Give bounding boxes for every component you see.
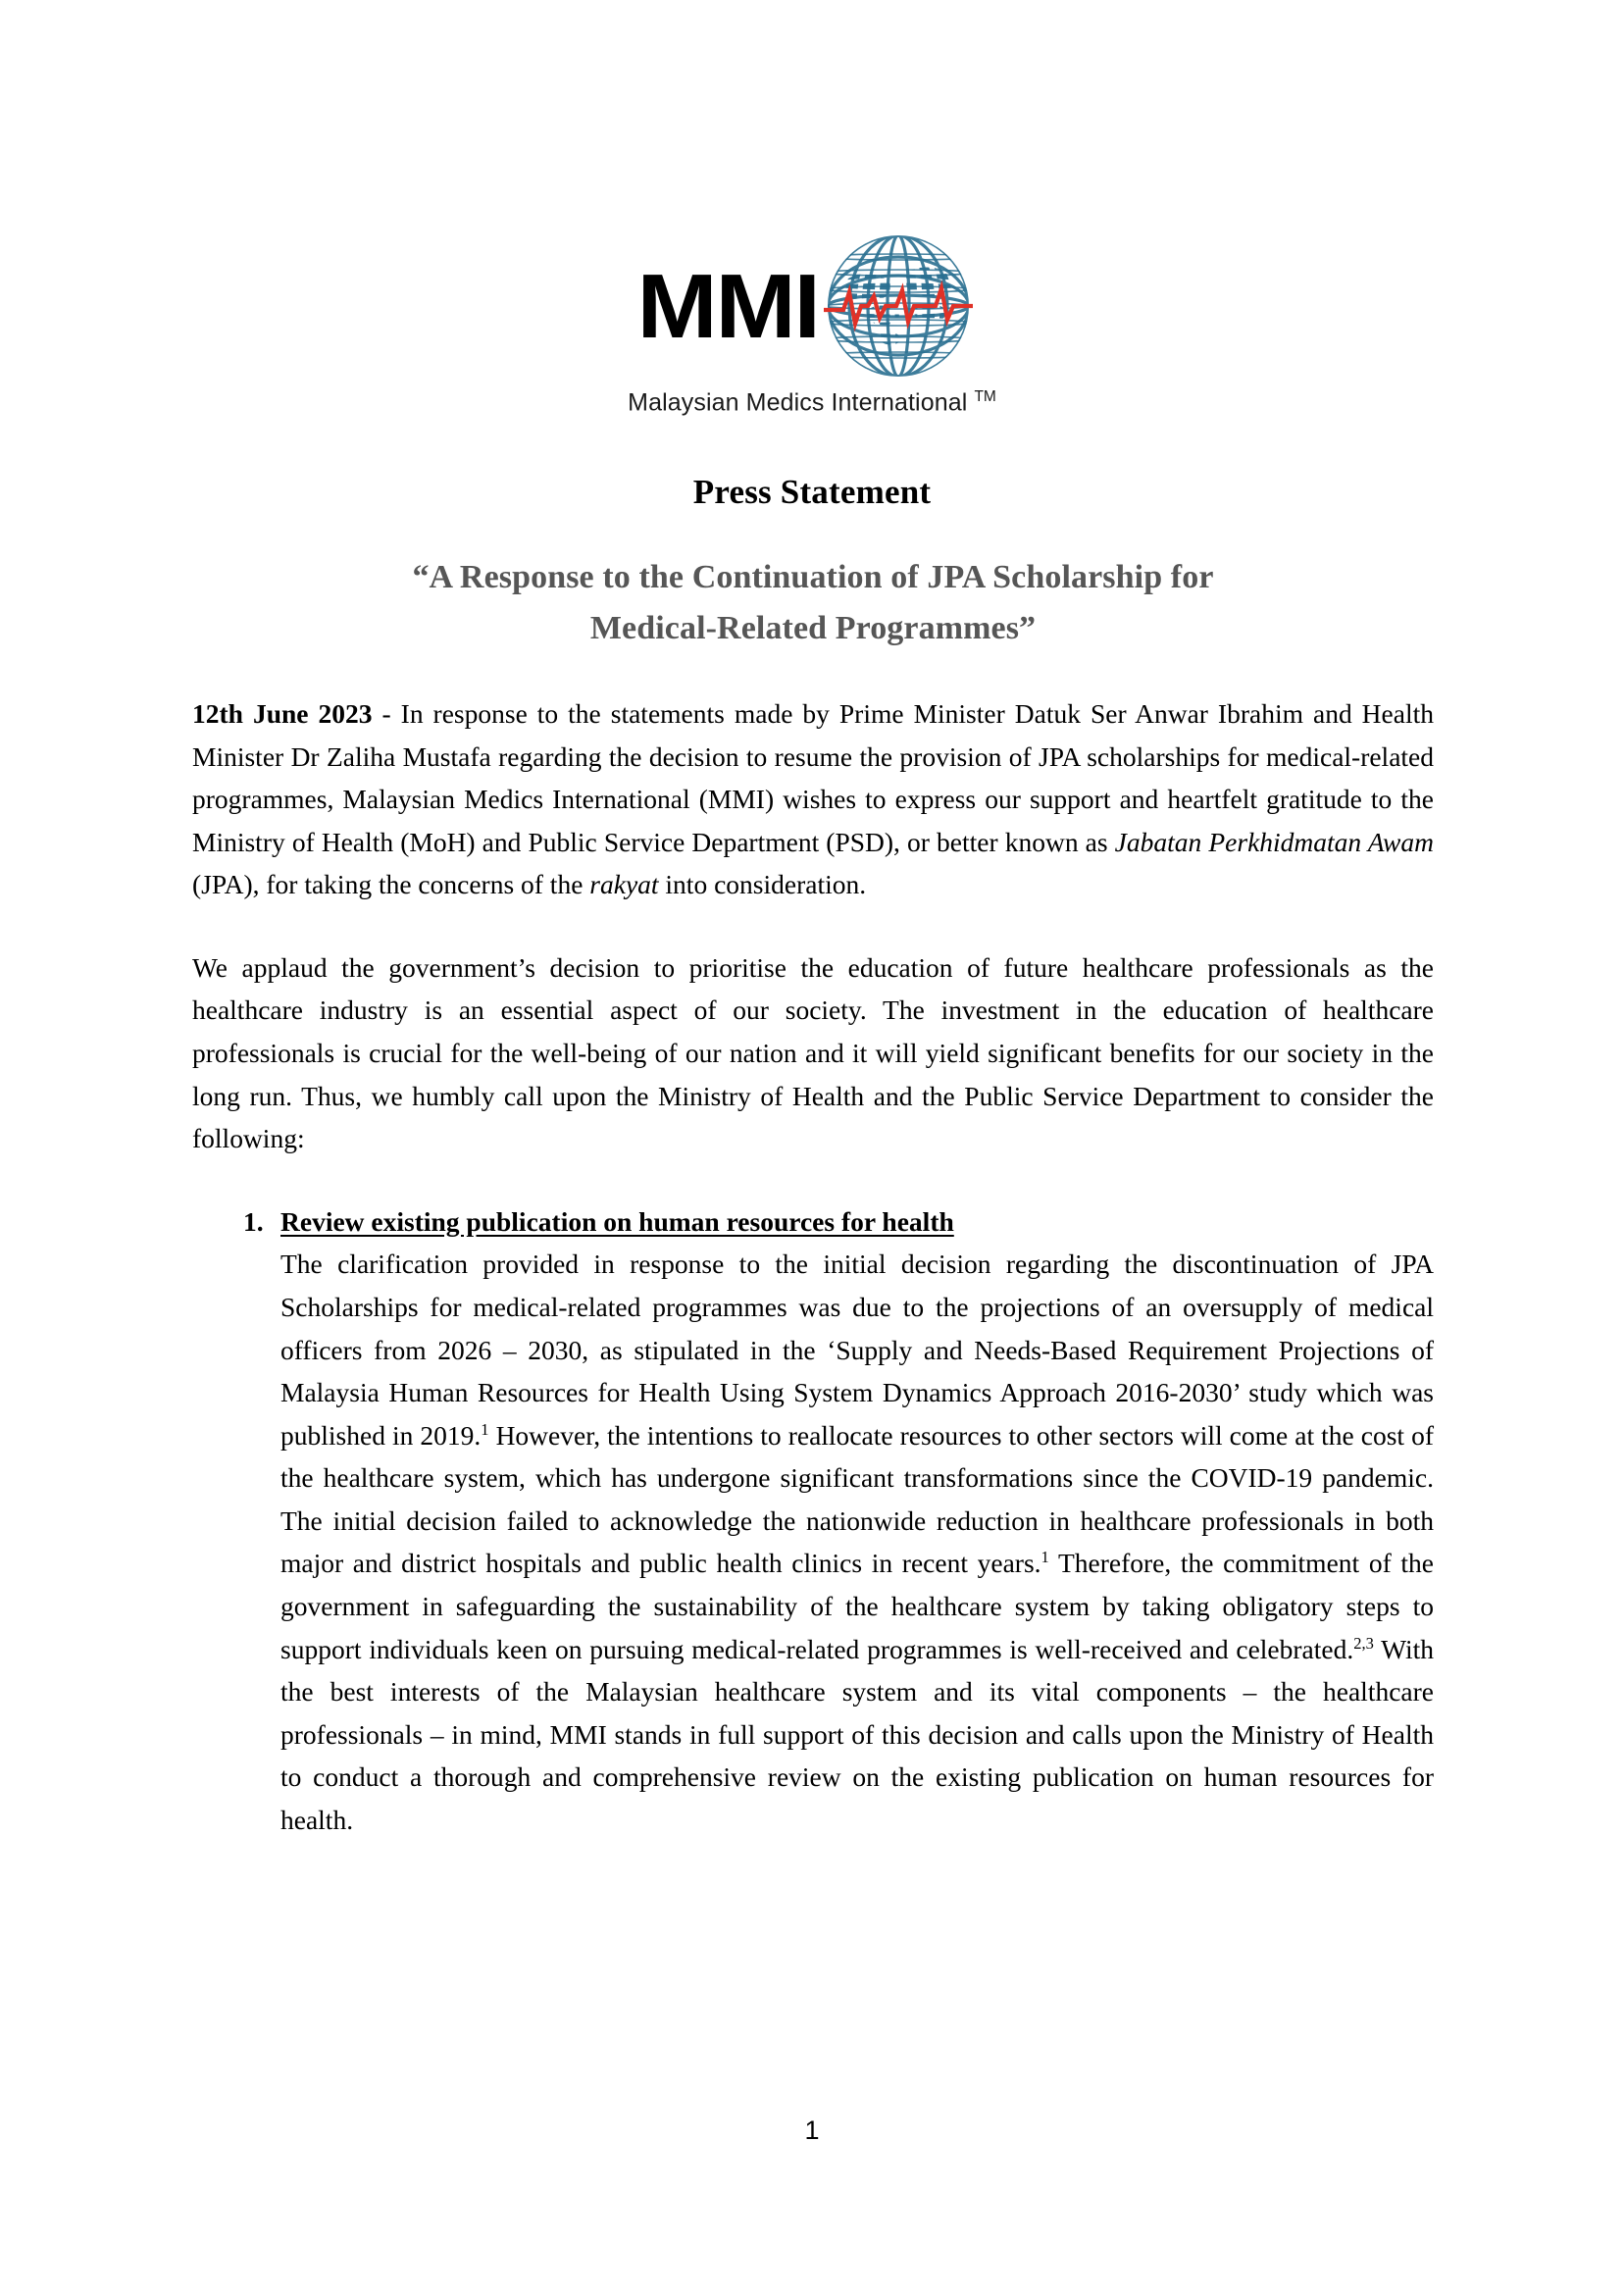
intro-text-c: into consideration. (658, 869, 867, 900)
intro-italic-jpa: Jabatan Perkhidmatan Awam (1114, 826, 1434, 857)
subtitle-line-2: Medical-Related Programmes” (589, 610, 1037, 647)
logo-row (636, 228, 978, 384)
globe-icon (820, 228, 977, 384)
citation-ref-2: 1 (1040, 1548, 1049, 1567)
organisation-logo (0, 228, 1624, 417)
logo-tagline-text: Malaysian Medics International (628, 388, 968, 417)
trademark-symbol: TM (974, 388, 996, 405)
list-item (243, 1200, 1434, 1842)
page-subtitle (194, 552, 1432, 654)
point-body-seg-4: With the best interests of the Malaysian healthcare system and its vital components – the healthcare professionals – in mind, MMI stands in full support of this decision and calls upon the Ministry of Health to conduct a thorough and comprehensive review on the existing publication on human resources for health. (280, 1633, 1435, 1835)
intro-dash: - (372, 698, 401, 729)
intro-text-b: (JPA), for taking the concerns of the (192, 869, 590, 900)
citation-ref-1: 1 (481, 1419, 489, 1439)
intro-italic-rakyat: rakyat (589, 869, 659, 900)
intro-paragraph (192, 692, 1434, 906)
logo-wordmark-mmi: MMI (636, 254, 819, 357)
document-body (192, 692, 1434, 1841)
page-number: 1 (804, 2116, 820, 2145)
point-body (280, 1243, 1434, 1841)
recommendations-list (192, 1200, 1434, 1842)
release-date: 12th June 2023 (192, 698, 373, 729)
intro-text-a: In response to the statements made by Prime Minister Datuk Ser Anwar Ibrahim and Health Minister Dr Zaliha Mustafa regarding the decision to resume the provision of JPA scholarships for medical-related programmes, Malaysian Medics International (MMI) wishes to express our support and heartfelt gratitude to the Ministry of Health (MoH) and Public Service Department (PSD), or better known as (192, 698, 1434, 857)
paragraph-applaud: We applaud the government’s decision to prioritise the education of future healthcare professionals as the healthcare industry is an essential aspect of our society. The investment in the education of healthcare professionals is crucial for the well-being of our nation and it will yield significant benefits for our society in the long run. Thus, we humbly call upon the Ministry of Health and the Public Service Department to consider the following: (192, 951, 1434, 1154)
subtitle-line-1: “A Response to the Continuation of JPA Scholarship for (412, 559, 1214, 595)
citation-ref-3: 2,3 (1353, 1633, 1374, 1653)
point-body-seg-3: Therefore, the commitment of the government in safeguarding the sustainability of the healthcare system by taking obligatory steps to support individuals keen on pursuing medical-related programmes is well-received and celebrated. (280, 1548, 1434, 1664)
point-body-seg-1: The clarification provided in response to the initial decision regarding the discontinuation of JPA Scholarships for medical-related programmes was due to the projections of an oversupply of medical officers from 2026 – 2030, as stipulated in the ‘Supply and Needs-Based Requirement Projections of Malaysia Human Resources for Health Using System Dynamics Approach 2016-2030’ study which was published in 2019. (280, 1249, 1434, 1451)
point-body-seg-2: However, the intentions to reallocate resources to other sectors will come at the cost of the healthcare system, which has undergone significant transformations since the COVID-19 pandemic. The initial decision failed to acknowledge the nationwide reduction in healthcare professionals in both major and district hospitals and public health clinics in recent years. (280, 1419, 1434, 1579)
logo-tagline (628, 388, 996, 417)
point-heading: Review existing publication on human resources for health (280, 1205, 954, 1237)
page-title: Press Statement (692, 473, 932, 511)
